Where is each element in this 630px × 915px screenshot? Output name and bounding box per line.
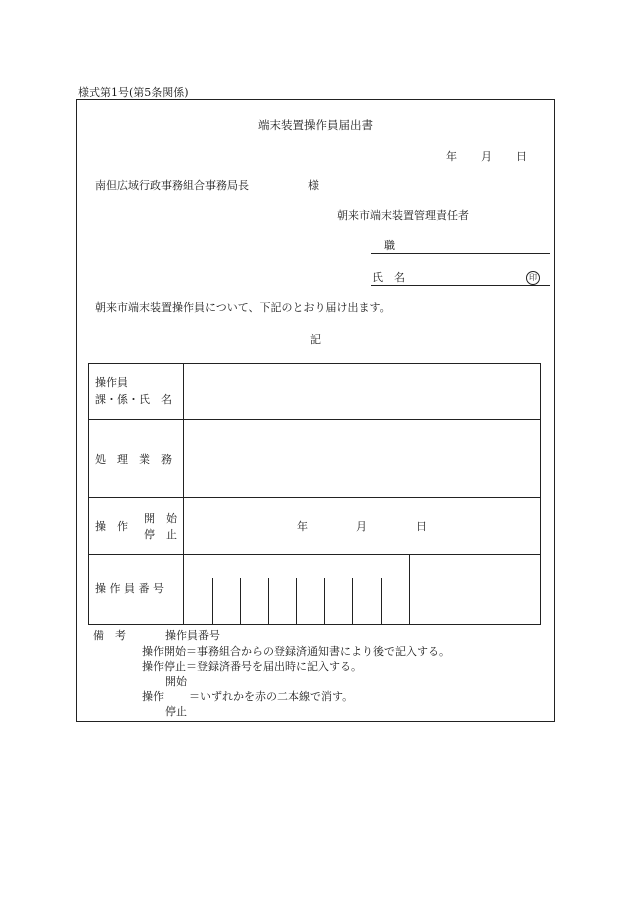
digit-box-separator bbox=[268, 578, 269, 625]
table-row-divider-2 bbox=[88, 497, 541, 498]
notes-line-4-main: 操作 bbox=[142, 690, 164, 703]
addressee-name: 南但広域行政事務組合事務局長 bbox=[95, 179, 249, 192]
form-number: 様式第1号(第5条関係) bbox=[78, 86, 189, 99]
notes-line-4-bottom: 停止 bbox=[165, 705, 187, 718]
position-label: 職 bbox=[384, 239, 395, 252]
seal-mark: 印 bbox=[526, 271, 540, 285]
digit-box-separator bbox=[324, 578, 325, 625]
name-underline bbox=[371, 285, 550, 286]
operation-stop-label: 停 止 bbox=[144, 528, 177, 541]
digit-box-separator bbox=[212, 578, 213, 625]
notes-line-4-top: 開始 bbox=[165, 675, 187, 688]
table-row-divider-1 bbox=[88, 419, 541, 420]
operator-label-line2: 課・係・氏 名 bbox=[95, 393, 172, 406]
operation-year-label: 年 bbox=[297, 520, 308, 533]
digit-box-separator bbox=[352, 578, 353, 625]
date-month-label: 月 bbox=[481, 150, 492, 163]
date-year-label: 年 bbox=[446, 150, 457, 163]
intro-text: 朝来市端末装置操作員について、下記のとおり届け出ます。 bbox=[95, 301, 391, 314]
number-area-divider bbox=[409, 554, 410, 625]
table-label-divider bbox=[183, 363, 184, 625]
notes-line-1: 操作員番号 bbox=[165, 629, 220, 642]
operation-day-label: 日 bbox=[416, 520, 427, 533]
operator-label-line1: 操作員 bbox=[95, 376, 128, 389]
digit-box-separator bbox=[296, 578, 297, 625]
ki-label: 記 bbox=[310, 333, 321, 346]
digit-box-separator bbox=[240, 578, 241, 625]
name-label: 氏 名 bbox=[372, 271, 405, 284]
addressee-honorific: 様 bbox=[308, 179, 319, 192]
operator-number-label: 操 作 員 番 号 bbox=[95, 582, 164, 595]
form-title: 端末装置操作員届出書 bbox=[258, 118, 373, 132]
business-label: 処 理 業 務 bbox=[95, 453, 172, 466]
notes-line-3: 操作停止＝登録済番号を届出時に記入する。 bbox=[142, 660, 362, 673]
operation-month-label: 月 bbox=[356, 520, 367, 533]
operation-label: 操 作 bbox=[95, 520, 128, 533]
position-underline bbox=[371, 253, 550, 254]
operation-start-label: 開 始 bbox=[144, 512, 177, 525]
notes-line-4-rest: ＝いずれかを赤の二本線で消す。 bbox=[189, 690, 354, 703]
notes-label: 備 考 bbox=[93, 629, 126, 642]
digit-box-separator bbox=[381, 578, 382, 625]
notes-line-2: 操作開始＝事務組合からの登録済通知書により後で記入する。 bbox=[142, 645, 450, 658]
table-row-divider-3 bbox=[88, 554, 541, 555]
sender-organization: 朝来市端末装置管理責任者 bbox=[337, 209, 469, 222]
date-day-label: 日 bbox=[516, 150, 527, 163]
